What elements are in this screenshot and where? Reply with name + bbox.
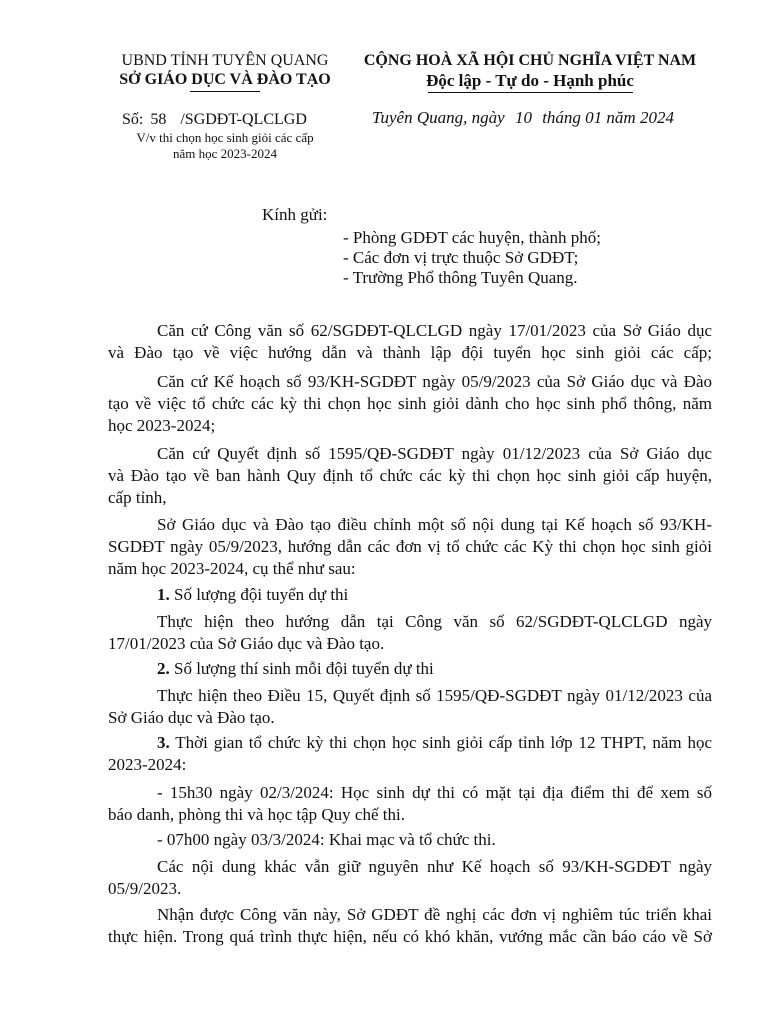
section-1-number: 1. (157, 585, 170, 604)
closing-para-line-2: thực hiện. Trong quá trình thực hiện, nếu có khó khăn, vướng mắc cần báo cáo về Sở (108, 927, 712, 946)
recipient-2: - Các đơn vị trực thuộc Sở GDĐT; (343, 248, 579, 267)
department-name: SỞ GIÁO DỤC VÀ ĐÀO TẠO (119, 71, 331, 88)
doc-number-value: 58 (150, 111, 167, 128)
recipient-1: - Phòng GDĐT các huyện, thành phố; (343, 228, 601, 247)
subject-line-1: V/v thi chọn học sinh giỏi các cấp (136, 130, 314, 145)
section-3-heading-line-2: 2023-2024: (108, 755, 187, 774)
recipient-3: - Trường Phổ thông Tuyên Quang. (343, 268, 578, 287)
other-content-line-1: Các nội dung khác vẫn giữ nguyên như Kế hoạch số 93/KH-SGDĐT ngày (157, 857, 712, 876)
para-1-line-1: Căn cứ Công văn số 62/SGDĐT-QLCLGD ngày 17/01/2023 của Sở Giáo dục (157, 321, 712, 340)
closing-para-line-1: Nhận được Công văn này, Sở GDĐT đề nghị các đơn vị nghiêm túc triển khai (157, 905, 712, 924)
doc-number-code: /SGDĐT-QLCLGD (180, 111, 307, 128)
date-prefix: Tuyên Quang, ngày (372, 108, 505, 127)
section-1-line-2: 17/01/2023 của Sở Giáo dục và Đào tạo. (108, 634, 385, 653)
section-3-title: Thời gian tổ chức kỳ thi chọn học sinh giỏi cấp tỉnh lớp 12 THPT, năm học (169, 733, 712, 752)
section-3-item-a-line-2: báo danh, phòng thi và học tập Quy chế thi. (108, 805, 405, 824)
section-2-title: Số lượng thí sinh mỗi đội tuyển dự thi (169, 659, 434, 678)
document-date (372, 108, 674, 128)
para-2-line-1: Căn cứ Kế hoạch số 93/KH-SGDĐT ngày 05/9/2023 của Sở Giáo dục và Đào (157, 372, 712, 391)
para-1-line-2: và Đào tạo về việc hướng dẫn và thành lập đội tuyển học sinh giỏi các cấp; (108, 343, 712, 362)
section-3-item-a-line-1: - 15h30 ngày 02/3/2024: Học sinh dự thi có mặt tại địa điểm thi để xem số (157, 783, 712, 802)
department-underline (190, 91, 260, 92)
section-2-number: 2. (157, 659, 170, 678)
section-3-heading (157, 733, 712, 753)
doc-number-prefix: Số: (122, 111, 144, 128)
motto: Độc lập - Tự do - Hạnh phúc (426, 71, 634, 90)
para-2-line-2: tạo về việc tổ chức các kỳ thi chọn học sinh giỏi dành cho học sinh phổ thông, năm (108, 394, 712, 413)
para-4-line-1: Sở Giáo dục và Đào tạo điều chỉnh một số nội dung tại Kế hoạch số 93/KH- (157, 515, 712, 534)
nation-title: CỘNG HOÀ XÃ HỘI CHỦ NGHĨA VIỆT NAM (363, 52, 697, 69)
section-3-number: 3. (157, 733, 170, 752)
section-3-item-b: - 07h00 ngày 03/3/2024: Khai mạc và tổ chức thi. (157, 830, 496, 849)
doc-number (122, 111, 307, 129)
motto-underline (428, 92, 633, 93)
section-1-heading (157, 585, 348, 605)
date-day: 10 (514, 108, 532, 127)
authority-name: UBND TỈNH TUYÊN QUANG (121, 52, 329, 69)
para-3-line-3: cấp tỉnh, (108, 488, 167, 507)
section-1-title: Số lượng đội tuyển dự thi (169, 585, 349, 604)
other-content-line-2: 05/9/2023. (108, 879, 182, 898)
section-2-line-1: Thực hiện theo Điều 15, Quyết định số 1595/QĐ-SGDĐT ngày 01/12/2023 của (157, 686, 712, 705)
para-4-line-3: năm học 2023-2024, cụ thể như sau: (108, 559, 356, 578)
section-2-line-2: Sở Giáo dục và Đào tạo. (108, 708, 275, 727)
date-suffix: tháng 01 năm 2024 (542, 108, 674, 127)
para-2-line-3: học 2023-2024; (108, 416, 216, 435)
section-2-heading (157, 659, 434, 679)
para-3-line-1: Căn cứ Quyết định số 1595/QĐ-SGDĐT ngày 01/12/2023 của Sở Giáo dục (157, 444, 712, 463)
para-3-line-2: và Đào tạo về ban hành Quy định tổ chức các kỳ thi chọn học sinh giỏi cấp huyện, (108, 466, 712, 485)
greeting: Kính gửi: (262, 205, 328, 224)
subject-line-2: năm học 2023-2024 (173, 146, 277, 161)
section-1-line-1: Thực hiện theo hướng dẫn tại Công văn số 62/SGDĐT-QLCLGD ngày (157, 612, 712, 631)
para-4-line-2: SGDĐT ngày 05/9/2023, hướng dẫn các đơn vị tổ chức các Kỳ thi chọn học sinh giỏi (108, 537, 712, 556)
